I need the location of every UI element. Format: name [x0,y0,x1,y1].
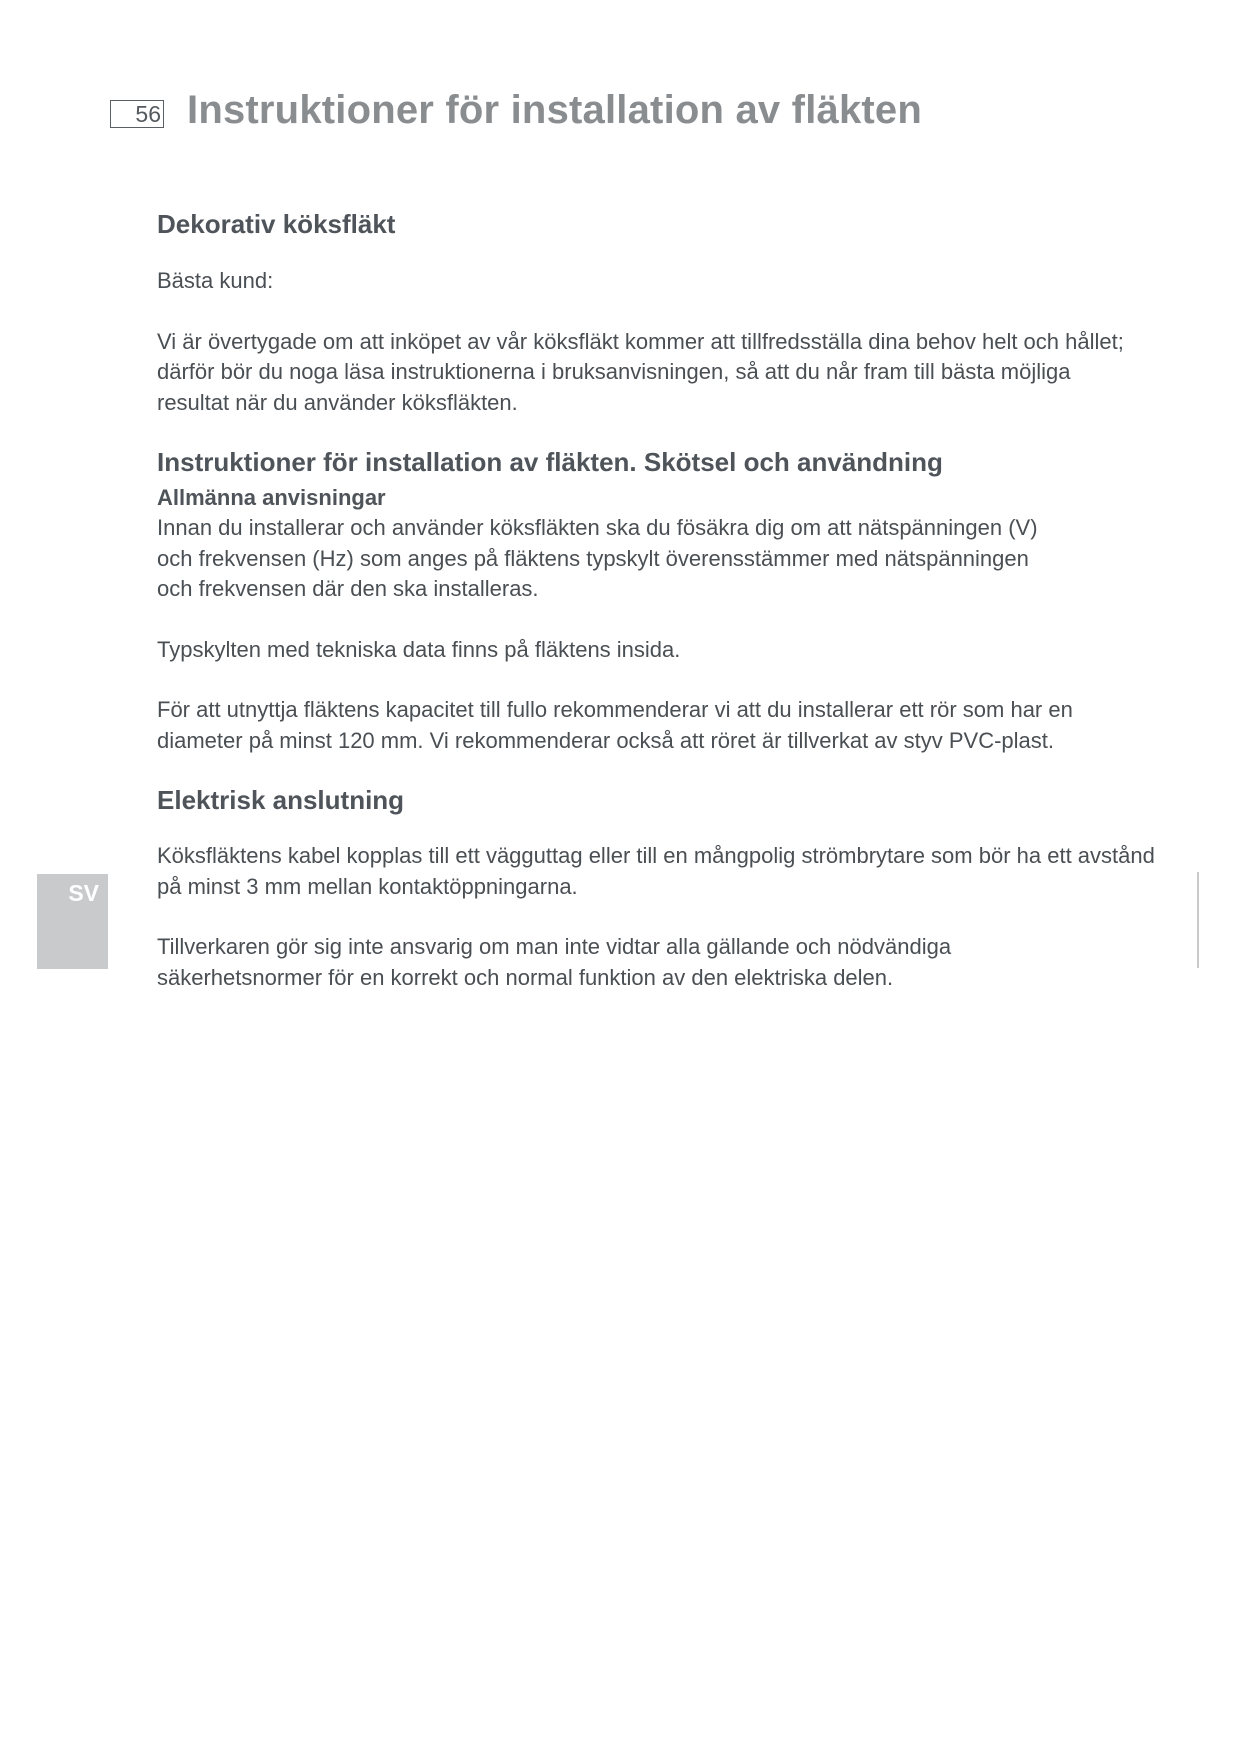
language-tab-label: SV [68,880,99,906]
installation-heading: Instruktioner för installation av fläkten. Skötsel och användning [157,447,943,477]
language-tab [37,874,108,969]
greeting: Bästa kund: [157,268,274,293]
installation-paragraph-voltage: Innan du installerar och använder köksfläkten ska du fösäkra dig om att nätspänningen (V) och frekvensen (Hz) som anges på fläktens typskylt överensstämmer med nätspänningen och frekvensen där den ska installeras. [157,515,1038,601]
electrical-paragraph-liability: Tillverkaren gör sig inte ansvarig om man inte vidtar alla gällande och nödvändiga säkerhetsnormer för en korrekt och normal funktion av den elektriska delen. [157,934,952,990]
installation-paragraph-pipe: För att utnyttja fläktens kapacitet till fullo rekommenderar vi att du installerar ett rör som har en diameter på minst 120 mm. Vi rekommenderar också att röret är tillverkat av styv PVC-plast. [157,697,1073,753]
margin-rule [1197,872,1199,968]
page-title: Instruktioner för installation av fläkten [187,88,922,132]
intro-heading: Dekorativ köksfläkt [157,209,396,239]
electrical-heading: Elektrisk anslutning [157,785,405,815]
general-instructions-subheading: Allmänna anvisningar [157,485,386,510]
electrical-paragraph-cable: Köksfläktens kabel kopplas till ett vägguttag eller till en mångpolig strömbrytare som bör ha ett avstånd på minst 3 mm mellan kontaktöppningarna. [157,843,1155,899]
page-number: 56 [110,100,164,128]
document-body [157,204,1155,993]
installation-paragraph-typeplate: Typskylten med tekniska data finns på fläktens insida. [157,636,681,662]
intro-paragraph: Vi är övertygade om att inköpet av vår köksfläkt kommer att tillfredsställa dina behov helt och hållet; därför bör du noga läsa instruktionerna i bruksanvisningen, så att du når fram till bästa möjliga resultat när du använder köksfläkten. [157,328,1124,415]
